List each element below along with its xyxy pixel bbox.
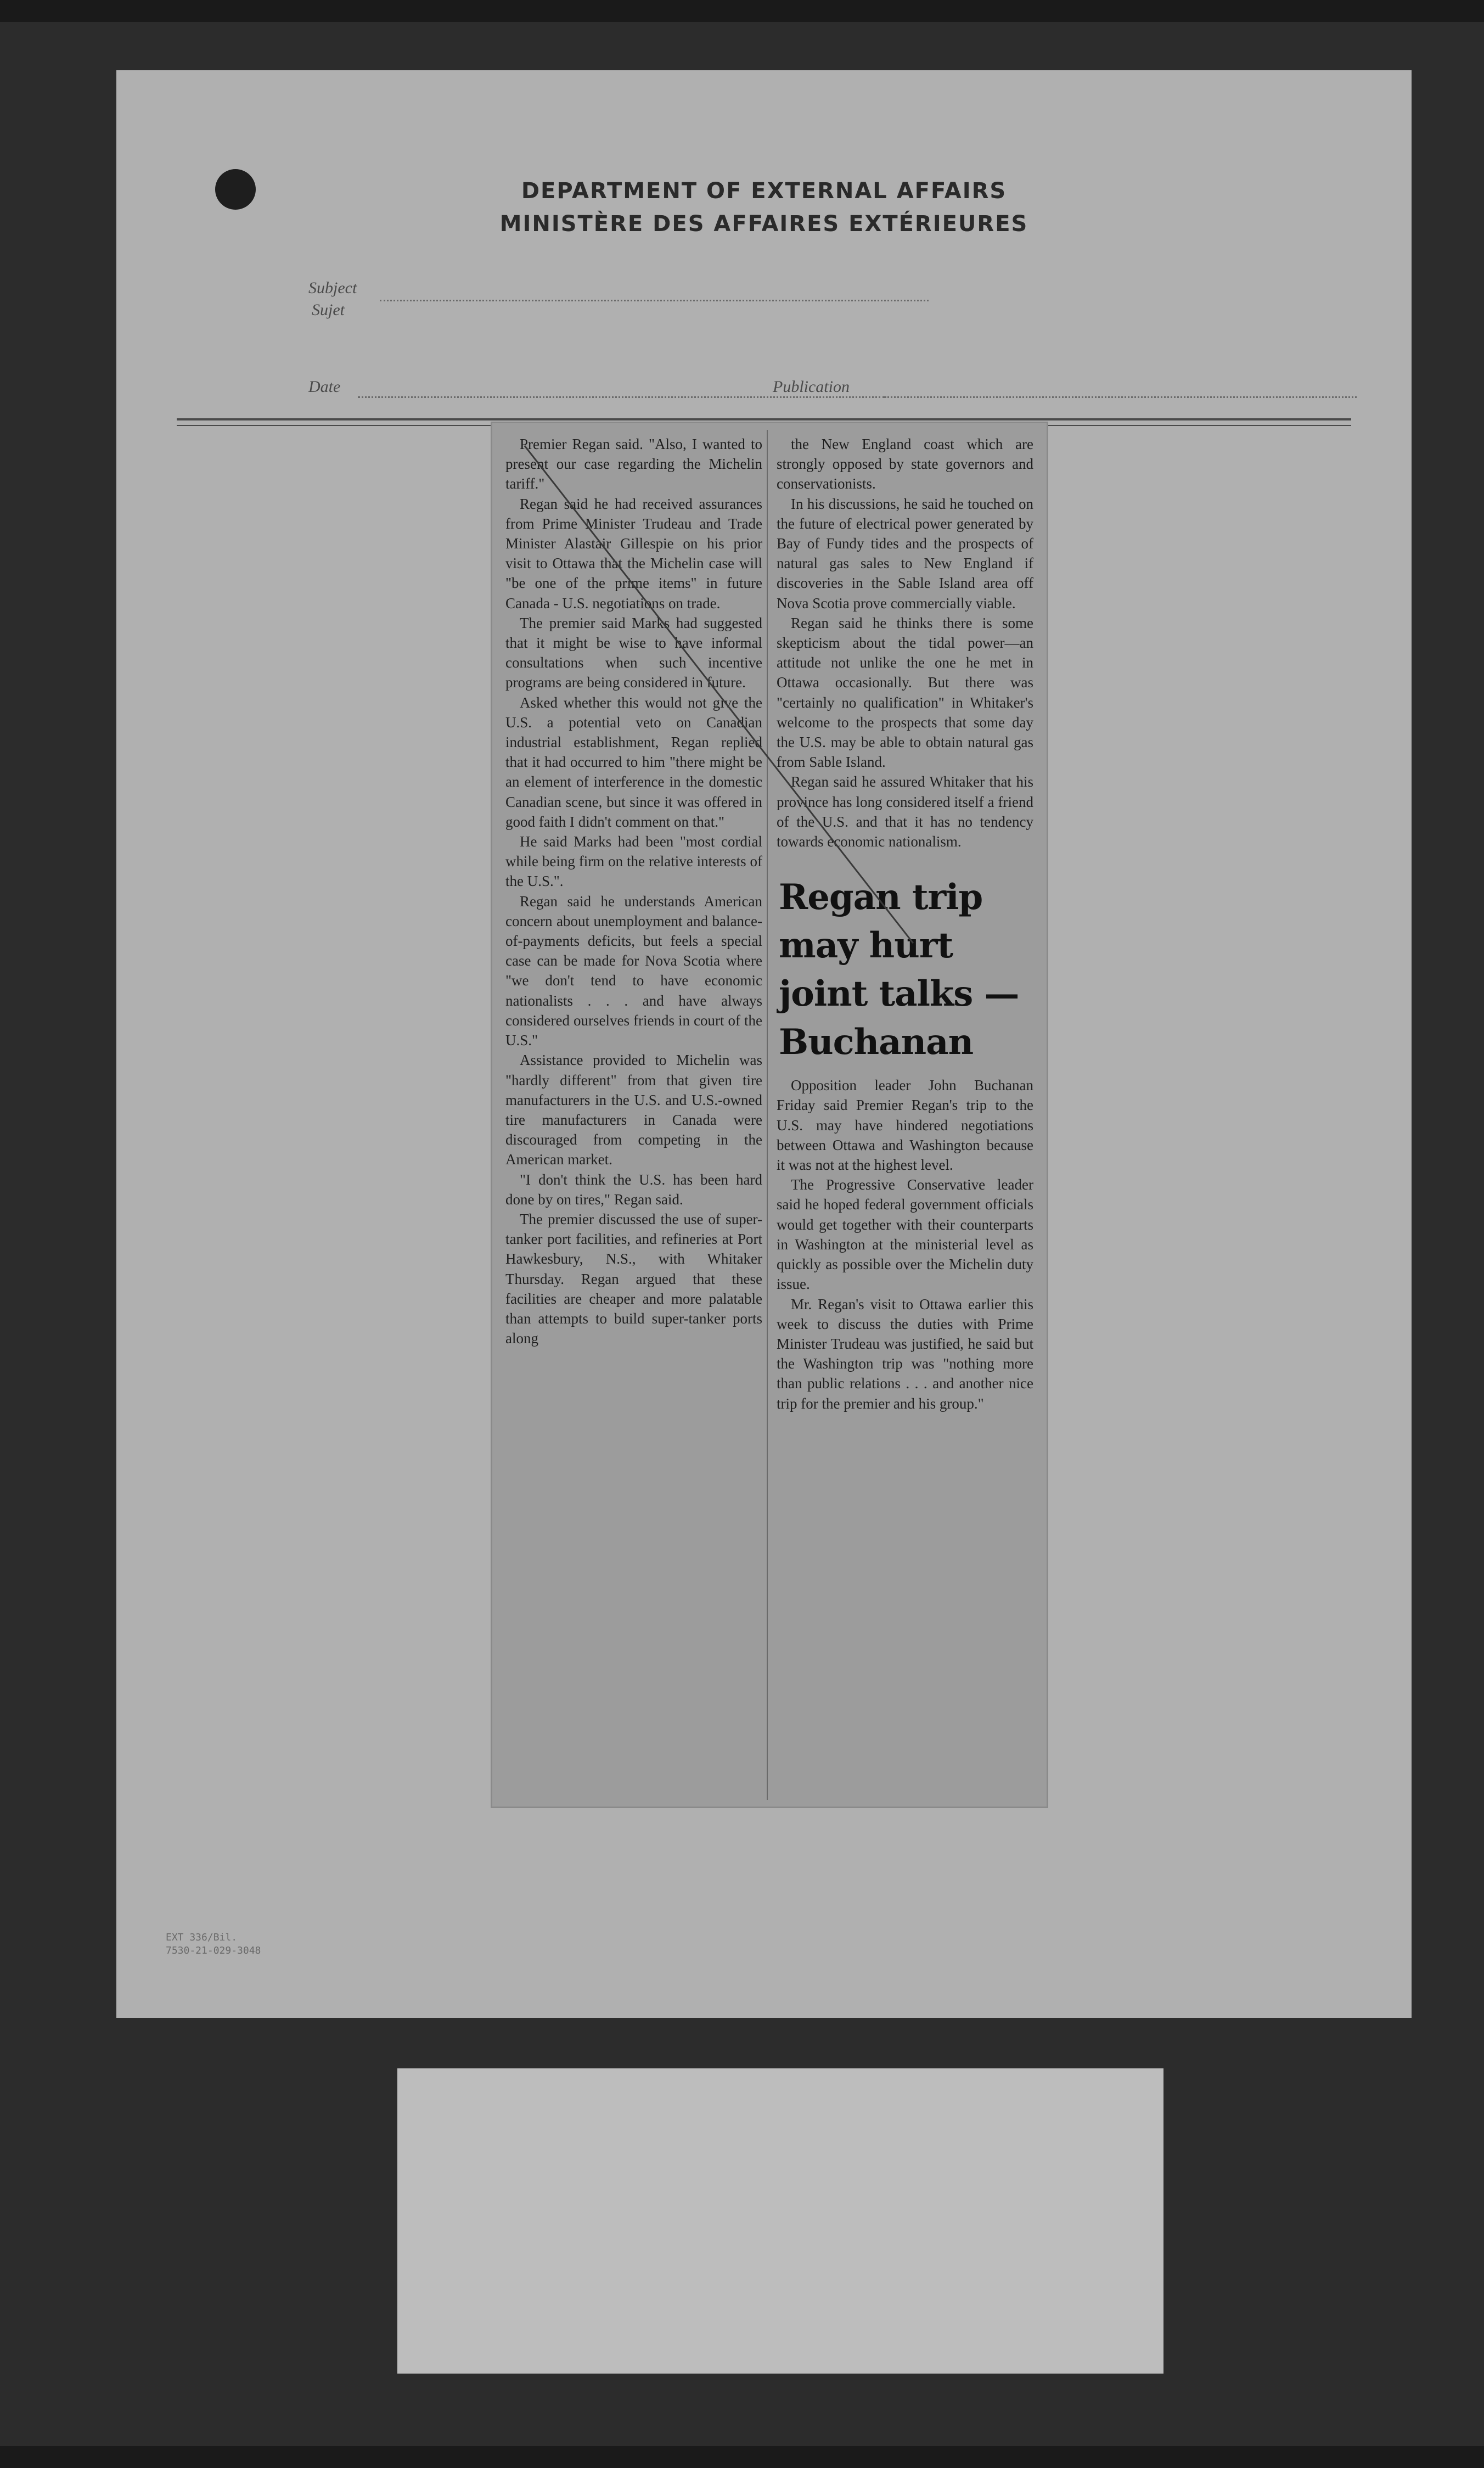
paragraph: Regan said he had received assurances from Prime Minister Trudeau and Trade Minister Alastair Gillespie on his prior visit to Ottawa that the Michelin case will "be one of the prime items" in future Canada - U.S. negotiations on trade. (505, 495, 762, 612)
paragraph: "I don't think the U.S. has been hard done by on tires," Regan said. (505, 1171, 762, 1208)
left-column (505, 434, 762, 1796)
paragraph: Assistance provided to Michelin was "hardly different" from that given tire manufacturers in the U.S. and U.S.-owned tire manufacturers in Canada were discouraged from competing in the American market. (505, 1052, 762, 1168)
date-label: Date (308, 378, 341, 396)
paragraph: Regan said he thinks there is some skepticism about the tidal power—an attitude not unlike the one he met in Ottawa occasionally. But there was "certainly no qualification" in Whitaker's welcome to the prospects that some day the U.S. may be able to obtain natural gas from Sable Island. (777, 614, 1033, 771)
paragraph: Premier Regan said. "Also, I wanted to present our case regarding the Michelin tariff." (505, 436, 762, 492)
paragraph: The Progressive Conservative leader said he hoped federal government officials would get together with their counterparts in Washington at the ministerial level as quickly as possible over the Michelin duty issue. (777, 1176, 1033, 1293)
sujet-label: Sujet (312, 301, 345, 319)
form-code-line: 7530-21-029-3048 (166, 1945, 261, 1956)
form-code (166, 1931, 261, 1957)
right-column (777, 434, 1033, 1796)
letterhead-french: MINISTÈRE DES AFFAIRES EXTÉRIEURES (499, 211, 1028, 237)
letterhead (116, 175, 1412, 240)
column-divider (767, 430, 768, 1800)
paragraph: Regan said he assured Whitaker that his province has long considered itself a friend of the U.S. and that it has no tendency towards economic nationalism. (777, 773, 1033, 850)
paragraph: He said Marks had been "most cordial while being firm on the relative interests of the U.S.". (505, 833, 762, 890)
form-code-line: EXT 336/Bil. (166, 1932, 238, 1943)
headline: Regan trip may hurt joint talks —Buchanan (779, 877, 1019, 1063)
film-edge-bottom (0, 2446, 1484, 2468)
subject-line (380, 300, 929, 301)
publication-line (885, 396, 1357, 398)
paragraph: Mr. Regan's visit to Ottawa earlier this week to discuss the duties with Prime Minister Trudeau was justified, he said but the Washington trip was "nothing more than public relations . . . and another nice trip for the premier and his group." (777, 1295, 1033, 1412)
header-rule (177, 418, 1351, 420)
blank-slip (397, 2068, 1163, 2374)
paragraph: The premier discussed the use of super-tanker port facilities, and refineries at Port Hawkesbury, N.S., with Whitaker Thursday. Regan argued that these facilities are cheaper and more palatable than attempts to build super-tanker ports along (505, 1210, 762, 1347)
letterhead-english: DEPARTMENT OF EXTERNAL AFFAIRS (521, 178, 1007, 204)
newspaper-clipping (491, 422, 1048, 1808)
paragraph: the New England coast which are strongly opposed by state governors and conservationists. (777, 436, 1033, 492)
paragraph: In his discussions, he said he touched on the future of electrical power generated by Bay of Fundy tides and the prospects of natural gas sales to New England if discoveries in the Sable Island area off Nova Scotia prove commercially viable. (777, 495, 1033, 612)
subject-label: Subject (308, 279, 357, 297)
paragraph: Regan said he understands American concern about unemployment and balance-of-payments deficits, but feels a special case can be made for Nova Scotia where "we don't tend to have economic nationalists . . . and have always considered ourselves friends in court of the U.S." (505, 893, 762, 1049)
date-line (358, 396, 885, 398)
paragraph: Opposition leader John Buchanan Friday said Premier Regan's trip to the U.S. may have hindered negotiations between Ottawa and Washington because it was not at the highest level. (777, 1077, 1033, 1174)
publication-label: Publication (773, 378, 850, 396)
paragraph: The premier said Marks had suggested that it might be wise to have informal consultations when such incentive programs are being considered in future. (505, 614, 762, 691)
paragraph: Asked whether this would not give the U.S. a potential veto on Canadian industrial establishment, Regan replied that it had occurred to him "there might be an element of interference in the domestic Canadian scene, but since it was offered in good faith I didn't comment on that." (505, 694, 762, 830)
document-sheet (116, 70, 1412, 2018)
film-edge-top (0, 0, 1484, 22)
